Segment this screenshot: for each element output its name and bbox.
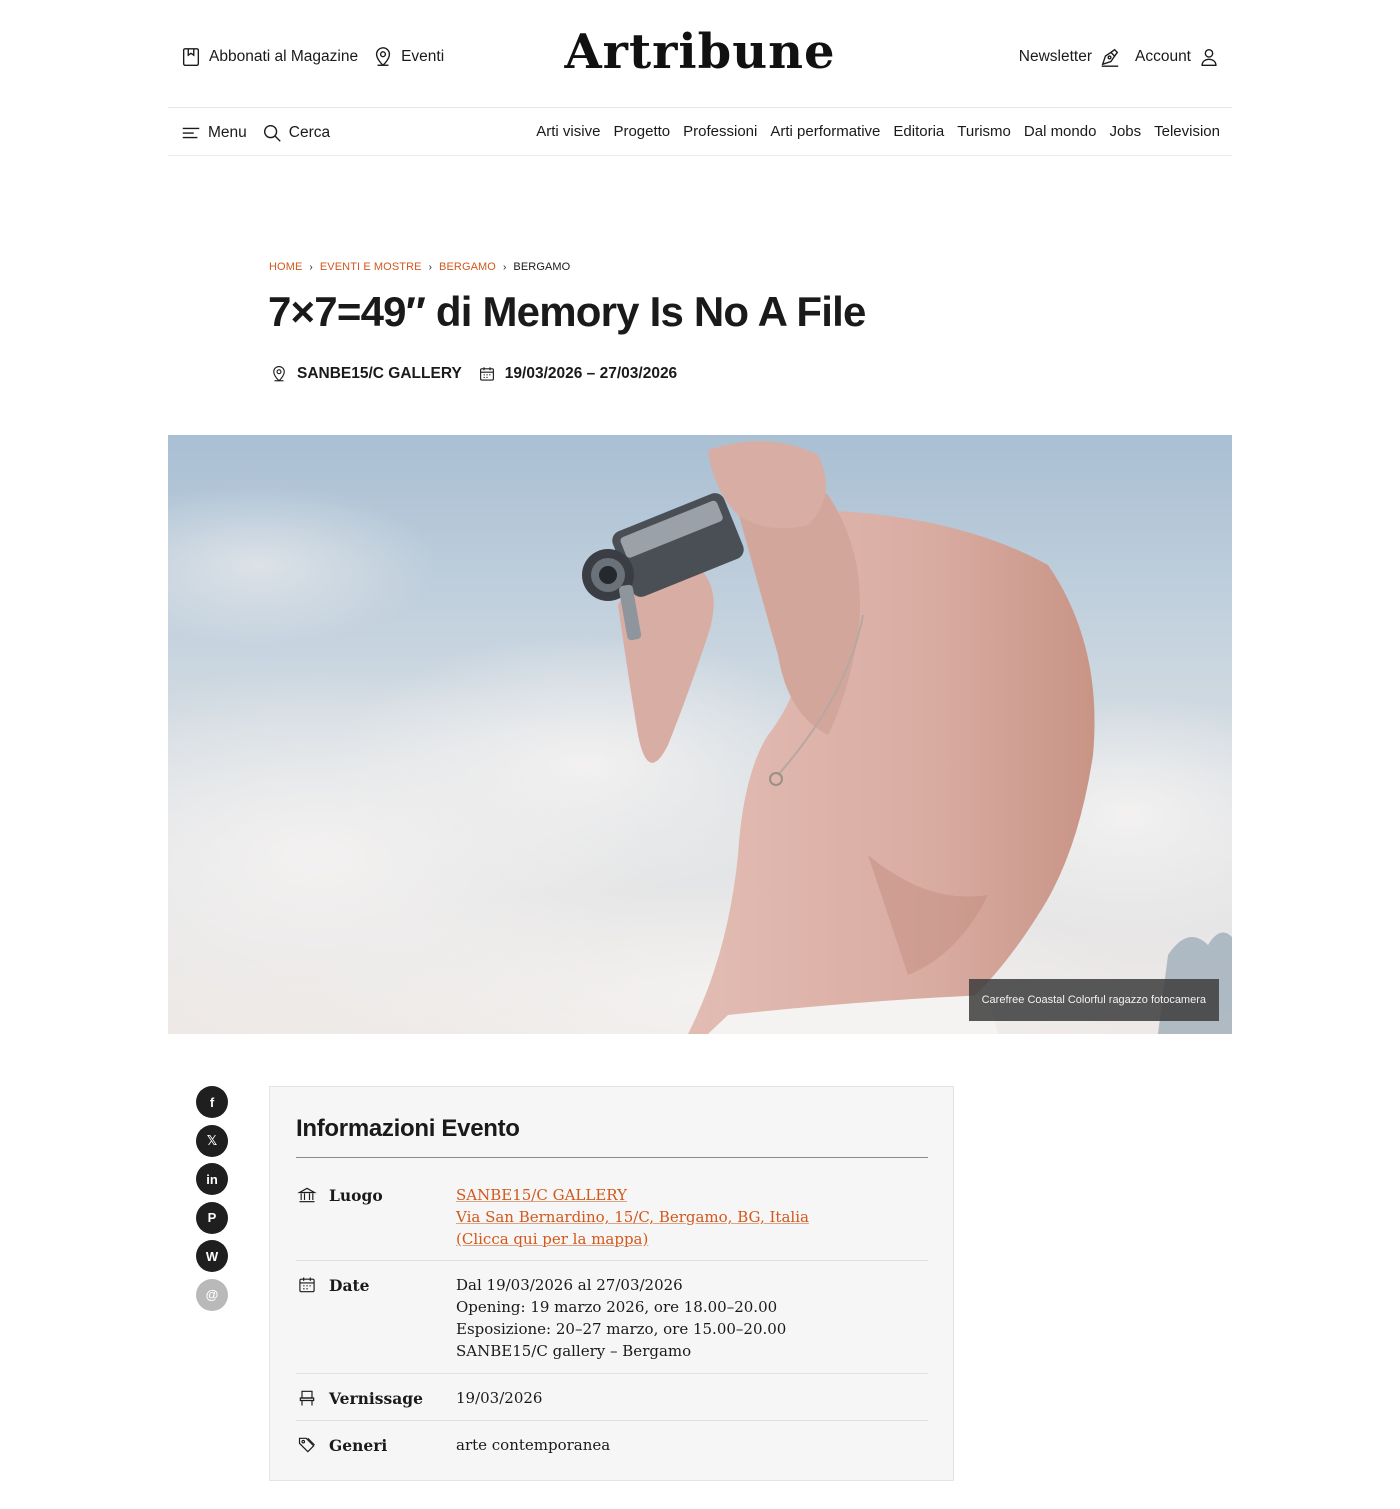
tags-icon (296, 1434, 318, 1456)
facebook-icon: f (209, 1094, 215, 1110)
breadcrumb-bergamo-link[interactable]: BERGAMO (439, 261, 496, 273)
luogo-label: Luogo (329, 1185, 383, 1205)
info-row-divider (296, 1373, 928, 1374)
calendar-icon (296, 1274, 318, 1296)
event-meta (268, 363, 677, 385)
top-header (168, 0, 1232, 108)
hamburger-menu-icon (180, 122, 202, 144)
newsletter-link[interactable] (1019, 46, 1121, 68)
hero-caption: Carefree Coastal Colorful ragazzo fotocamera (969, 979, 1219, 1021)
venue-address-link[interactable]: Via San Bernardino, 15/C, Bergamo, BG, Italia (456, 1208, 809, 1226)
linkedin-icon: in (206, 1171, 218, 1187)
pinterest-icon: P (207, 1210, 217, 1225)
calendar-icon (476, 363, 498, 385)
menu-button[interactable] (180, 122, 247, 144)
date-value (456, 1274, 786, 1362)
search-button[interactable] (261, 122, 330, 144)
search-icon (261, 122, 283, 144)
venue-map-link[interactable]: (Clicca qui per la mappa) (456, 1230, 649, 1248)
facebook-share-button[interactable] (196, 1086, 228, 1118)
nav-left-tools (180, 122, 330, 144)
nav-link-dal-mondo[interactable]: Dal mondo (1023, 123, 1097, 140)
nav-link-professioni[interactable]: Professioni (683, 123, 758, 140)
vernissage-value: 19/03/2026 (456, 1389, 543, 1407)
event-dates (476, 363, 677, 385)
location-pin-icon (372, 46, 394, 68)
main-navigation (168, 108, 1232, 156)
breadcrumb-separator: › (428, 261, 433, 273)
pen-nib-icon (1099, 46, 1121, 68)
chair-icon (296, 1387, 318, 1409)
pinterest-share-button[interactable] (196, 1202, 228, 1234)
breadcrumb-home[interactable]: HOME (269, 261, 303, 273)
date-line: Esposizione: 20–27 marzo, ore 15.00–20.00 (456, 1320, 787, 1338)
date-line: Dal 19/03/2026 al 27/03/2026 (456, 1276, 683, 1294)
nav-link-progetto[interactable]: Progetto (613, 123, 671, 140)
share-buttons (196, 1086, 228, 1311)
info-row-divider (296, 1420, 928, 1421)
location-pin-icon (268, 363, 290, 385)
generi-label-group (296, 1434, 387, 1456)
event-dates-text: 19/03/2026 – 27/03/2026 (504, 365, 678, 382)
nav-link-arti-performative[interactable]: Arti performative (770, 123, 881, 140)
nav-link-turismo[interactable]: Turismo (957, 123, 1011, 140)
menu-label: Menu (208, 124, 247, 141)
date-line: SANBE15/C gallery – Bergamo (456, 1342, 692, 1360)
account-label: Account (1134, 48, 1191, 65)
breadcrumb-separator: › (502, 261, 507, 273)
magazine-bookmark-icon (180, 46, 202, 68)
email-share-button[interactable] (196, 1279, 228, 1311)
vernissage-label: Vernissage (329, 1388, 423, 1408)
date-line: Opening: 19 marzo 2026, ore 18.00–20.00 (456, 1298, 778, 1316)
info-row-date (296, 1274, 928, 1364)
breadcrumb (269, 261, 570, 273)
nav-link-editoria[interactable]: Editoria (893, 123, 945, 140)
info-row-vernissage (296, 1387, 928, 1411)
header-left-links (180, 46, 444, 68)
breadcrumb-separator: › (309, 261, 313, 273)
nav-link-television[interactable]: Television (1154, 123, 1220, 140)
museum-building-icon (296, 1184, 318, 1206)
info-row-divider (296, 1260, 928, 1261)
info-box-title: Informazioni Evento (296, 1115, 520, 1142)
account-link[interactable] (1135, 46, 1220, 68)
x-share-button[interactable] (196, 1125, 228, 1157)
info-row-luogo (296, 1184, 928, 1254)
whatsapp-share-button[interactable] (196, 1240, 228, 1272)
event-info-box (269, 1086, 954, 1481)
user-icon (1198, 46, 1220, 68)
luogo-label-group (296, 1184, 383, 1206)
email-at-icon: @ (205, 1287, 219, 1302)
hero-image (168, 435, 1232, 1034)
subscribe-magazine-link[interactable] (180, 46, 358, 68)
luogo-value (456, 1184, 809, 1250)
x-icon: 𝕏 (206, 1132, 218, 1148)
events-label: Eventi (401, 48, 445, 65)
header-right-links (1019, 46, 1220, 68)
date-label: Date (329, 1275, 370, 1295)
nav-link-arti-visive[interactable]: Arti visive (536, 123, 601, 140)
whatsapp-icon: W (205, 1248, 219, 1264)
info-row-generi (296, 1434, 928, 1458)
event-venue (268, 363, 462, 385)
breadcrumb-current: BERGAMO (513, 261, 571, 273)
hero-photo-illustration (168, 435, 1232, 1034)
page-title: 7×7=49″ di Memory Is No A File (268, 288, 866, 335)
site-logo[interactable]: Artribune (564, 24, 836, 80)
events-link[interactable] (372, 46, 444, 68)
generi-label: Generi (329, 1435, 388, 1455)
linkedin-share-button[interactable] (196, 1163, 228, 1195)
date-label-group (296, 1274, 370, 1296)
newsletter-label: Newsletter (1018, 48, 1092, 65)
info-title-divider (296, 1157, 928, 1158)
subscribe-magazine-label: Abbonati al Magazine (209, 48, 359, 65)
nav-link-jobs[interactable]: Jobs (1109, 123, 1142, 140)
vernissage-label-group (296, 1387, 423, 1409)
section-links (536, 123, 1220, 140)
search-label: Cerca (288, 124, 331, 141)
event-venue-name: SANBE15/C GALLERY (297, 365, 462, 382)
breadcrumb-eventi-e-mostre[interactable]: EVENTI E MOSTRE (319, 261, 422, 273)
generi-value: arte contemporanea (456, 1436, 611, 1454)
venue-name-link[interactable]: SANBE15/C GALLERY (456, 1186, 628, 1204)
